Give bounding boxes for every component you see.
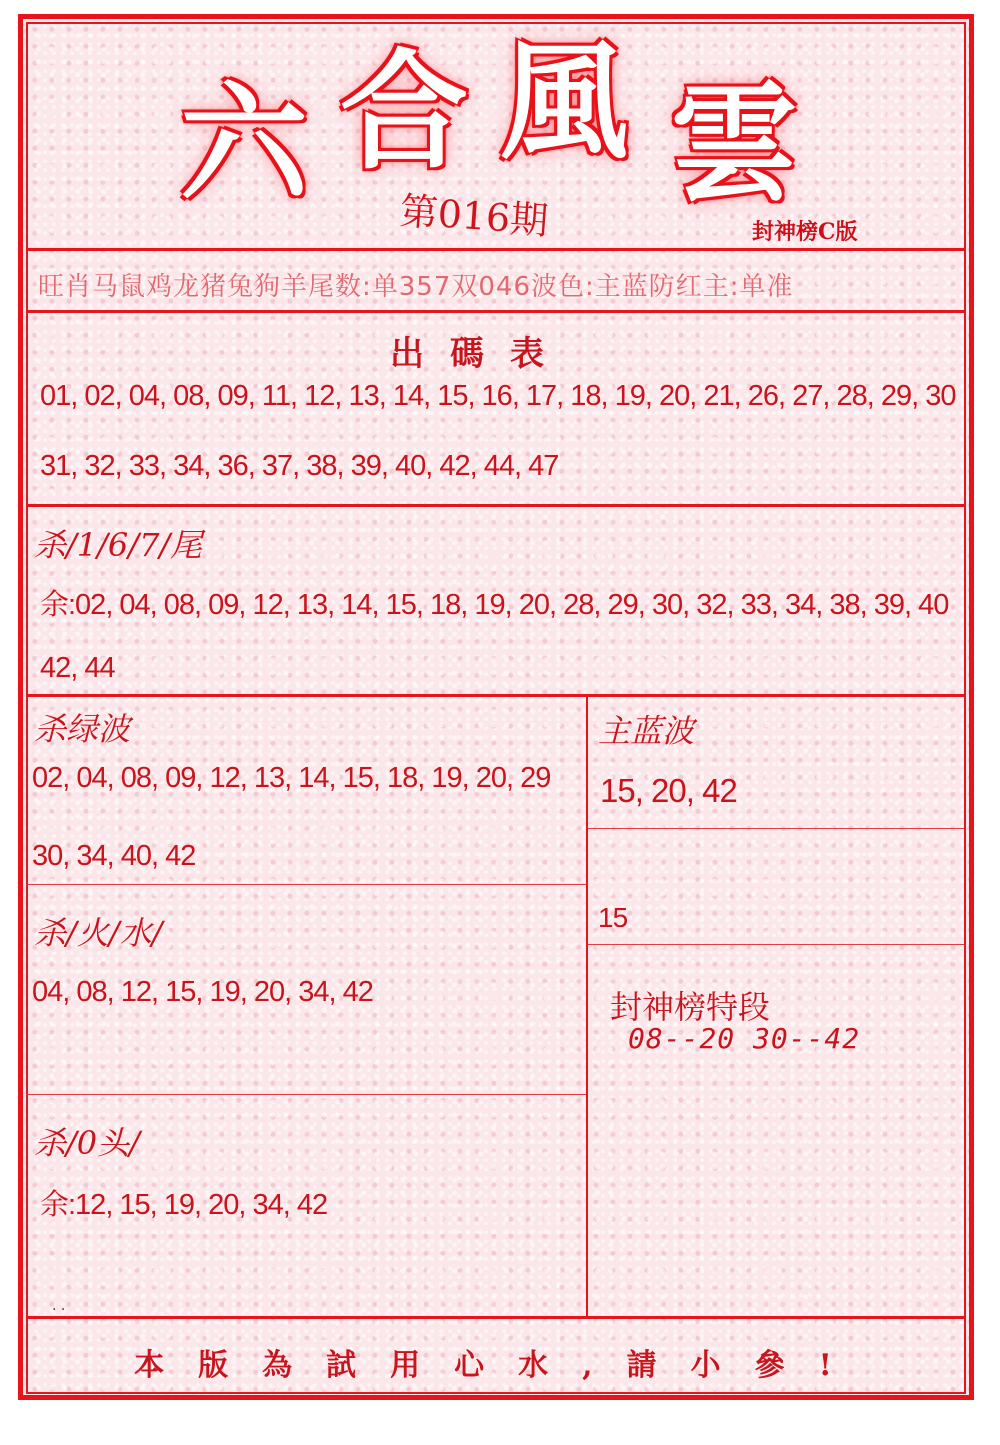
- title-char-3: 風: [500, 27, 629, 177]
- code-table-line-2: 31, 32, 33, 34, 36, 37, 38, 39, 40, 42, 44, 47: [40, 450, 559, 482]
- divider: [26, 310, 966, 313]
- kill-zero-head-value: 余:12, 15, 19, 20, 34, 42: [40, 1189, 328, 1221]
- issue-number: 第016期: [398, 188, 550, 244]
- kill-tail-line-1: 余:02, 04, 08, 09, 12, 13, 14, 15, 18, 19, 20, 28, 29, 30, 32, 33, 34, 38, 39, 40: [40, 589, 949, 621]
- divider: [26, 504, 966, 507]
- kill-fire-water-heading: 杀/火/水/: [34, 914, 163, 952]
- title-char-4: 雲: [670, 69, 799, 219]
- divider: [26, 1316, 966, 1319]
- kill-green-heading: 杀绿波: [34, 710, 131, 748]
- title-char-1: 六: [180, 69, 309, 219]
- title-char-2: 合: [340, 37, 469, 187]
- main-blue-value: 15, 20, 42: [600, 772, 737, 809]
- footer-note: 本版為試用心水,請小參!: [134, 1348, 866, 1383]
- divider: [588, 944, 964, 945]
- code-table-line-1: 01, 02, 04, 08, 09, 11, 12, 13, 14, 15, 16, 17, 18, 19, 20, 21, 26, 27, 28, 29, 30: [40, 380, 956, 412]
- special-value: 08--20 30--42: [628, 1022, 861, 1055]
- kill-fire-water-value: 04, 08, 12, 15, 19, 20, 34, 42: [32, 976, 373, 1008]
- column-divider: [586, 696, 588, 1316]
- edition-label: 封神榜C版: [752, 219, 858, 245]
- dots-mark: . .: [52, 1298, 66, 1314]
- prediction-banner: 旺肖马鼠鸡龙猪兔狗羊尾数:单357双046波色:主蓝防红主:单准: [38, 272, 794, 302]
- divider: [26, 1094, 586, 1095]
- kill-tail-heading: 杀/1/6/7/尾: [34, 526, 203, 564]
- special-heading: 封神榜特段: [610, 988, 771, 1026]
- divider: [26, 884, 586, 885]
- code-table-heading: 出碼表: [390, 334, 570, 374]
- kill-zero-head-heading: 杀/0头/: [34, 1124, 140, 1162]
- divider: [26, 694, 966, 697]
- main-blue-heading: 主蓝波: [598, 712, 695, 750]
- divider: [26, 248, 966, 251]
- single-value: 15: [598, 902, 628, 933]
- kill-green-line-1: 02, 04, 08, 09, 12, 13, 14, 15, 18, 19, 20, 29: [32, 762, 551, 794]
- divider: [588, 828, 964, 829]
- kill-green-line-2: 30, 34, 40, 42: [32, 840, 196, 872]
- kill-tail-line-2: 42, 44: [40, 652, 115, 684]
